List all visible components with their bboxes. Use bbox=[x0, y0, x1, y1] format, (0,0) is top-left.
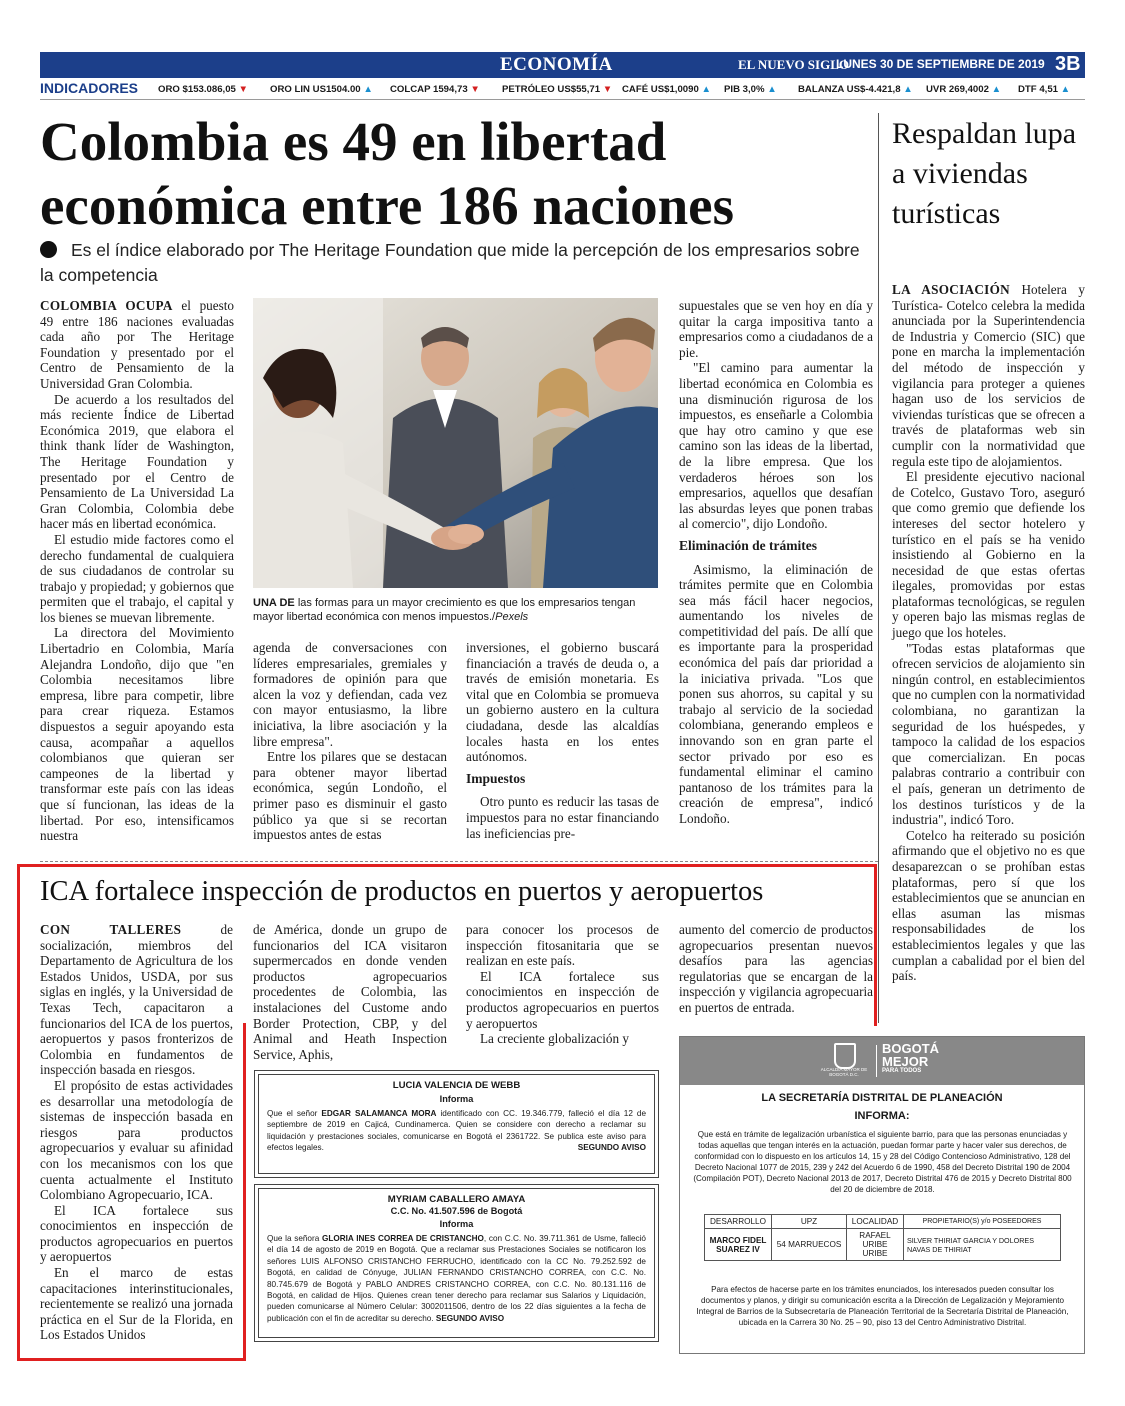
logo-divider bbox=[876, 1045, 877, 1077]
story-separator bbox=[40, 861, 878, 862]
main-headline: Colombia es 49 en libertad económica entre 186 naciones bbox=[40, 111, 734, 236]
down-arrow-icon: ▼ bbox=[238, 84, 249, 95]
mayor-office-label: ALCALDÍA MAYOR DE BOGOTÁ D.C. bbox=[820, 1067, 868, 1077]
ica-story-column-2: de América, donde un grupo de funcionarios del ICA visitaron supermercados en donde venden productos agropecuarios procedentes de Colombia, las instalaciones del Custome ando Border Protection, CBP, y del Animal and Heath Inspection Service, Aphis, bbox=[253, 922, 447, 1062]
main-story-column-1: COLOMBIA OCUPA el puesto 49 entre 186 naciones evaluadas cada año por The Heritage Foundation y presentado por el Centro de Pensamiento de la Universidad Gran Colombia. De acuerdo a los resultados del más reciente Índice de Libertad Económica 2019, que elabora el think thank líder de Washington, The Heritage Foundation y presentado por el Centro de Pensamiento de La Universidad La Gran Colombia, Colombia debe hacer más en libertad económica. El estudio mide factores como el derecho fundamental de cualquiera de sus ciudadanos de controlar su trabajo y propiedad; y gobiernos que permiten que el trabajo, el capital y los bienes se muevan libremente. La directora del Movimiento Libertadrio en Colombia, María Alejandra Londoño, dijo que "en Colombia necesitamos libre empresa, libre para competir, libre para crear riqueza. Estamos dispuestos a seguir apoyando esta causa, acompañar a aquellos colombianos que quieran ser campeones de la libertad y transformar este país con las ideas que sí funcionan, las ideas de la libertad. Por eso, intensificamos nuestra bbox=[40, 298, 235, 844]
subsection-heading: Impuestos bbox=[466, 770, 526, 786]
business-handshake-photo bbox=[253, 298, 658, 588]
main-subheadline: Es el índice elaborado por The Heritage Foundation que mide la percepción de los empresarios sobre la competencia bbox=[40, 240, 860, 285]
side-story-headline: Respaldan lupa a viviendas turísticas bbox=[892, 117, 1077, 230]
indicators-label: INDICADORES bbox=[40, 80, 139, 96]
newspaper-masthead: EL NUEVO SIGLO bbox=[738, 57, 849, 72]
table-row: MARCO FIDEL SUAREZ IV 54 MARRUECOS RAFAEL URIBE URIBE SILVER THIRIAT GARCIA Y DOLORES NAVAS DE THIRIAT bbox=[705, 1229, 1061, 1261]
indicator-item: CAFÉ US$1,0090 ▲ bbox=[622, 84, 711, 95]
indicator-item: DTF 4,51 ▲ bbox=[1018, 84, 1071, 95]
indicator-item: ORO $153.086,05 ▼ bbox=[158, 84, 249, 95]
ica-story-column-3: para conocer los procesos de inspección fitosanitaria que se realizan en este país. El ICA fortalece sus conocimientos en inspección de productos agropecuarios en puertos y aeropuertos La creciente globalización y bbox=[466, 922, 659, 1047]
column-divider bbox=[878, 113, 879, 1023]
issue-date: LUNES 30 DE SEPTIEMBRE DE 2019 bbox=[836, 57, 1045, 71]
page-number: 3B bbox=[1055, 53, 1081, 75]
up-arrow-icon: ▲ bbox=[1060, 84, 1071, 95]
up-arrow-icon: ▲ bbox=[991, 84, 1002, 95]
main-story-column-3: inversiones, el gobierno buscará financiación a través de deuda o, a través de emisión monetaria. Es vital que en Colombia se promueva un gobierno austero en la cultura ciudadana, desde las alcaldías locales hasta en los entes autónomos. Impuestos Otro punto es reducir las tasas de impuestos para no estar financiando las ineficiencias pre- bbox=[466, 640, 659, 841]
side-story-body: LA ASOCIACIÓN Hotelera y Turística- Cotelco celebra la medida anunciada por la Superintendencia de Industria y Comercio (SIC) que pone en marcha la implementación del método de inspección y vigilancia para proteger a quienes hagan uso de los servicios de viviendas turísticas que se ofrecen a través de plataformas web sin cumplir con la normatividad que regula este tipo de alojamientos. El presidente ejecutivo nacional de Cotelco, Gustavo Toro, aseguró que como gremio que defiende los intereses del sector hotelero y turístico en el país se ha venido insistiendo al Gobierno en la necesidad de que estas ofertas ilegales, promovidas por estas plataformas tecnológicas, se regulen y operen bajo las mismas reglas de juego que los hoteles. "Todas estas plataformas que ofrecen servicios de alojamiento sin ningún control, en establecimientos que no cumplen con la normatividad colombiana, no garantizan la seguridad de los huéspedes, y tampoco la calidad de los espacios que comercializan. En pocas palabras contrario a contribuir con el país, generan un detrimento de los destinos turísticos y de la industria", indicó Toro. Cotelco ha reiterado su posición afirmando que el objetivo no es que desaparezcan o se prohíban estas plataformas, pero sí que los establecimientos que se anuncian en ellas asuman las mismas responsabilidades de los establecimientos legales y que las cumplan a cabalidad por el bien del país. bbox=[892, 282, 1085, 984]
death-notice-1: LUCIA VALENCIA DE WEBB Informa Que el señor EDGAR SALAMANCA MORA identificado con CC. 19.346.779, falleció el día 12 de septiembre de 2019 en Cajicá, Cundinamerca. Quien se considere con derecho a reclamar su liquidación y prestaciones sociales, comunicarse en Bogotá el 2361722. Se publica este aviso para efectos legales. SEGUNDO AVISO bbox=[254, 1070, 659, 1178]
planning-notice-table bbox=[704, 1214, 1061, 1261]
main-story-column-4: supuestales que se ven hoy en día y quitar la carga impositiva tanto a empresarios como a ciudadanos de a pie. "El camino para aumentar la libertad económica en Colombia es una disminución rigurosa de los impuestos, es enseñarle a Colombia que hay otro camino y que ese camino son las ideas de la libertad, de la libre empresa. Que los verdaderos héroes son los empresarios, aquellos que desafían las absurdas leyes que ponen trabas al comercio", dijo Londoño. Eliminación de trámites Asimismo, la eliminación de trámites permite que en Colombia sea más fácil hacer negocios, aumentando los niveles de competitividad del país. De allí que es importante para la prosperidad económica del país dar prioridad a la iniciativa privada. "Los que ponen sus ahorros, su capital y su trabajo al servicio de la sociedad colombiana, generando empleos e innovando son en gran parte el sector privado por eso es fundamental eliminar el camino pantanoso de los trámites para la creación de empresa", indicó Londoño. bbox=[679, 298, 873, 826]
death-notice-2: MYRIAM CABALLERO AMAYA C.C. No. 41.507.596 de Bogotá Informa Que la señora GLORIA INES CORREA DE CRISTANCHO, con C.C. No. 39.711.361 de Usme, falleció el día 14 de agosto de 2019 en Bogotá. Que a reclamar sus Prestaciones Sociales se notificaron los señores LUIS ALFONSO CRISTANCHO FERRUCHO, identificado con la CC No. 79.252.592 de Bogotá, en calidad de Cónyuge, JULIAN FERNANDO CRISTANCHO CORREA, con C.C. No. 80.745.679 de Bogotá y PABLO ANDRES CRISTANCHO CORREA, con C.C. No. 80.131.116 de Bogotá, en calidad de Hijos. Quienes crean tener derecho para reclamar sus Salarios y Liquidación, pueden comunicarse al Número Celular: 3002011506, dentro de los 22 días siguientes a la fecha de publicación con el fin de acreditar su derecho. SEGUNDO AVISO bbox=[254, 1184, 659, 1342]
down-arrow-icon: ▼ bbox=[602, 84, 613, 95]
table-header-row: DESARROLLO UPZ LOCALIDAD PROPIETARIO(S) y/o POSEEDORES bbox=[705, 1215, 1061, 1229]
up-arrow-icon: ▲ bbox=[767, 84, 777, 95]
ica-story-column-4: aumento del comercio de productos agropecuarios presentan nuevos desafíos para las agencias regulatorias que se encargan de la inspección y vigilancia agropecuaria en puertos de entrada. bbox=[679, 922, 873, 1015]
ica-story-column-1: CON TALLERES de socialización, miembros del Departamento de Agricultura de los Estados Unidos, USDA, por sus siglas en inglés, y la Universidad de Texas Tech, capacitaron a funcionarios del ICA de los puertos, aeropuertos y pasos fronterizos de Colombia en fundamentos de inspección basada en riesgos. El propósito de estas actividades es desarrollar una metodología de sistemas de inspección basada en riesgos para productos agropecuarios y evaluar su afinidad con los mecanismos con los que cuenta actualmente el Instituto Colombiano Agropecuario, ICA. El ICA fortalece sus conocimientos en inspección de productos agropecuarios en puertos y aeropuertos En el marco de estas capacitaciones interinstitucionales, recientemente se realizó una jornada práctica en el Sur de la Florida, en Los Estados Unidos bbox=[40, 922, 233, 1343]
bogota-logo-banner bbox=[680, 1037, 1084, 1085]
section-title: ECONOMÍA bbox=[500, 54, 613, 75]
up-arrow-icon: ▲ bbox=[363, 84, 373, 95]
indicator-item: PIB 3,0% ▲ bbox=[724, 84, 777, 95]
up-arrow-icon: ▲ bbox=[903, 84, 913, 95]
down-arrow-icon: ▼ bbox=[470, 84, 480, 95]
subsection-heading: Eliminación de trámites bbox=[679, 537, 817, 553]
bogota-logo-text: BOGOTÁ MEJOR PARA TODOS bbox=[882, 1041, 940, 1074]
handshake-illustration bbox=[253, 298, 658, 588]
indicator-item: PETRÓLEO US$55,71 ▼ bbox=[502, 84, 613, 95]
main-story-column-2: agenda de conversaciones con líderes empresariales, gremiales y formadores de opinión para que alcen la voz y defiendan, cada vez con mayor entusiasmo, la libre iniciativa, la libre asociación y la libre empresa". Entre los pilares que se destacan para obtener mayor libertad económica, según Londoño, el primer paso es disminuir el gasto público ya que si se recortan impuestos antes de estas bbox=[253, 640, 447, 843]
up-arrow-icon: ▲ bbox=[701, 84, 711, 95]
planning-notice-footer: Para efectos de hacerse parte en los trámites enunciados, los interesados pueden consultar los documentos y planos, y dirigir su comunicación escrita a la Dirección de Legalización y Mejoramiento Integral de Barrios de la Subsecretaría de Planeación Territorial de la Secretaría Distrital de Planeación, ubicada en la Carrera 30 No. 25 – 90, piso 13 del Centro Administrativo Distrital. bbox=[696, 1285, 1069, 1327]
planning-notice-informa: INFORMA: bbox=[854, 1110, 910, 1122]
photo-caption: UNA DE las formas para un mayor crecimiento es que los empresarios tengan mayor libertad económica con menos impuestos./Pexels bbox=[253, 597, 636, 623]
indicator-item: BALANZA US$-4.421,8 ▲ bbox=[798, 84, 913, 95]
indicator-item: ORO LIN US1504.00 ▲ bbox=[270, 84, 373, 95]
indicator-item: COLCAP 1594,73 ▼ bbox=[390, 84, 480, 95]
planning-notice-title: LA SECRETARÍA DISTRITAL DE PLANEACIÓN bbox=[761, 1092, 1003, 1104]
city-shield-icon bbox=[834, 1043, 856, 1069]
ica-story-headline: ICA fortalece inspección de productos en puertos y aeropuertos bbox=[40, 876, 764, 907]
indicator-item: UVR 269,4002 ▲ bbox=[926, 84, 1002, 95]
bullet-icon bbox=[40, 241, 57, 258]
planning-notice-body: Que está en trámite de legalización urbanística el siguiente barrio, para que las personas enunciadas y todas aquellas que tengan interés en la actuación, puedan formar parte y hacer valer sus derechos, de conformidad con lo dispuesto en los artículos 14, 15 y 28 del Código Contencioso Administrativo, 128 del Decreto Nacional 1077 de 2015, 239 y 242 del Acuerdo 6 de 1990, 458 del Decreto Distrital 190 de 2004 (Compilación POT), Decreto Nacional 2013 de 2017, Decreto Distrital 476 de 2015 y Decreto Distrital 800 del 20 de diciembre de 2018. bbox=[693, 1130, 1072, 1194]
